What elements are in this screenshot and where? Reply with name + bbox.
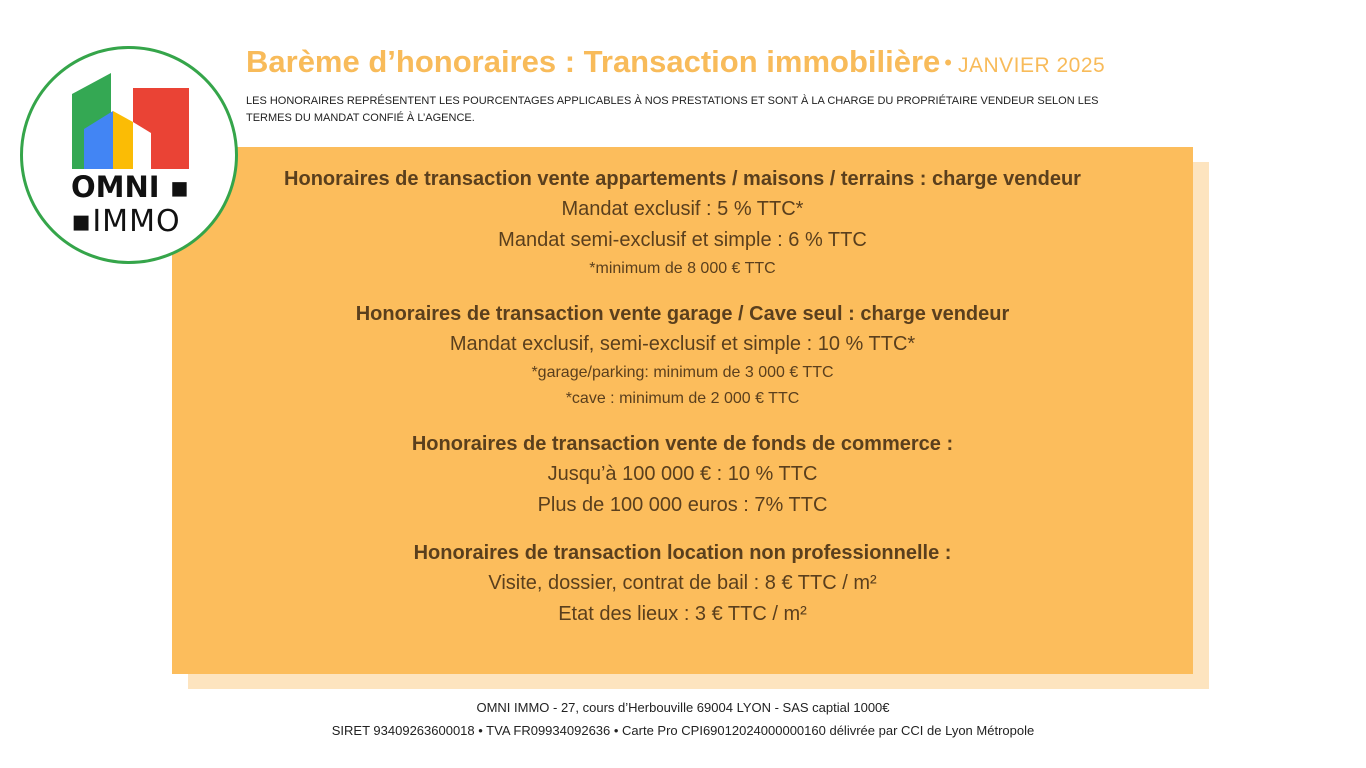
fee-line: Mandat exclusif : 5 % TTC*: [561, 198, 804, 220]
fee-line: Mandat exclusif, semi-exclusif et simple : 10 % TTC*: [449, 333, 916, 355]
section-heading: Honoraires de transaction vente de fonds de commerce :: [411, 433, 954, 455]
fee-note: *garage/parking: minimum de 3 000 € TTC: [531, 364, 834, 381]
fee-line: Plus de 100 000 euros : 7% TTC: [537, 494, 828, 516]
fees-content: [172, 164, 1193, 647]
footer-address: OMNI IMMO - 27, cours d’Herbouville 69004 LYON - SAS captial 1000€: [476, 700, 890, 715]
fee-line: Visite, dossier, contrat de bail : 8 € TTC / m²: [488, 572, 877, 594]
title-separator-dot: •: [944, 50, 952, 75]
fee-line: Etat des lieux : 3 € TTC / m²: [558, 603, 807, 625]
footer: [0, 696, 1366, 742]
logo-brand-omni: OMNI ▪: [71, 170, 190, 204]
fee-section-sale-garage: [172, 299, 1193, 412]
fee-note: *cave : minimum de 2 000 € TTC: [565, 390, 800, 407]
section-heading: Honoraires de transaction vente garage / Cave seul : charge vendeur: [355, 303, 1010, 325]
page-title: Barème d’honoraires : Transaction immobilière: [246, 44, 941, 79]
intro-text: LES HONORAIRES REPRÉSENTENT LES POURCENTAGES APPLICABLES À NOS PRESTATIONS ET SONT À LA CHARGE DU PROPRIÉTAIRE VENDEUR SELON LES TERMES DU MANDAT CONFIÉ À L’AGENCE.: [246, 95, 1099, 124]
fee-line: Jusqu’à 100 000 € : 10 % TTC: [547, 463, 818, 485]
fee-note: *minimum de 8 000 € TTC: [589, 260, 776, 277]
footer-legal: SIRET 93409263600018 • TVA FR09934092636 • Carte Pro CPI69012024000000160 délivrée par CCI de Lyon Métropole: [331, 723, 1035, 738]
fee-line: Mandat semi-exclusif et simple : 6 % TTC: [498, 229, 867, 251]
fee-section-rental: [172, 538, 1193, 630]
header: [246, 44, 1105, 80]
page-date: JANVIER 2025: [957, 54, 1106, 77]
logo-brand-immo: ▪IMMO: [71, 204, 181, 239]
section-heading: Honoraires de transaction location non professionnelle :: [413, 542, 952, 564]
section-heading: Honoraires de transaction vente appartements / maisons / terrains : charge vendeur: [284, 168, 1081, 190]
fee-section-sale-housing: [172, 164, 1193, 282]
fee-section-business: [172, 429, 1193, 521]
